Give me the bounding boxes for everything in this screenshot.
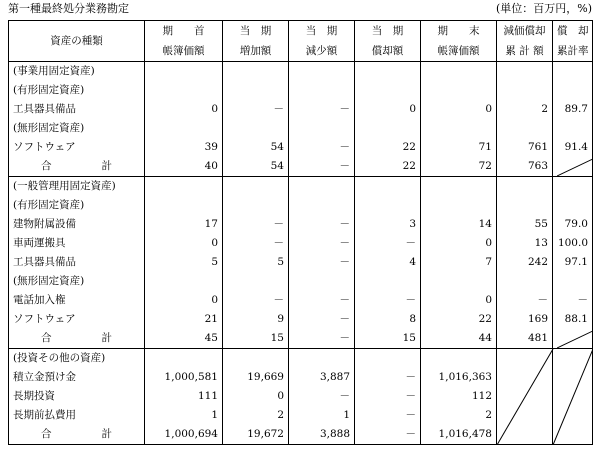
value-cell xyxy=(497,62,553,82)
value-cell: － xyxy=(355,387,421,406)
total-value-cell: 72 xyxy=(421,157,497,177)
value-cell: 8 xyxy=(355,310,421,329)
value-cell: 0 xyxy=(223,387,289,406)
column-header-line: 当 期 xyxy=(239,25,272,37)
asset-name-cell: 工具器具備品 xyxy=(9,253,145,272)
value-cell xyxy=(553,177,593,197)
table-row xyxy=(9,196,593,215)
value-cell: 1,016,363 xyxy=(421,368,497,387)
value-cell: 3,887 xyxy=(289,368,355,387)
total-value-cell xyxy=(553,329,593,349)
value-cell: － xyxy=(553,291,593,310)
value-cell: 89.7 xyxy=(553,100,593,119)
value-cell: － xyxy=(223,234,289,253)
value-cell: － xyxy=(289,387,355,406)
value-cell xyxy=(497,196,553,215)
value-cell: 761 xyxy=(497,138,553,157)
value-cell xyxy=(421,349,497,369)
table-row xyxy=(9,234,593,253)
table-row xyxy=(9,100,593,119)
diagonal-line xyxy=(557,329,593,348)
unit-note: (単位：百万円，%) xyxy=(495,2,592,15)
total-value-cell: 40 xyxy=(145,157,223,177)
value-cell xyxy=(289,81,355,100)
value-cell xyxy=(289,272,355,291)
column-header xyxy=(289,21,355,62)
column-header xyxy=(497,21,553,62)
value-cell: － xyxy=(289,138,355,157)
column-header xyxy=(553,21,593,62)
total-value-cell: 19,672 xyxy=(223,425,289,445)
value-cell xyxy=(355,177,421,197)
value-cell xyxy=(223,81,289,100)
asset-name-cell: 建物附属設備 xyxy=(9,215,145,234)
asset-name-cell: (事業用固定資産) xyxy=(9,62,145,82)
value-cell: － xyxy=(223,215,289,234)
value-cell xyxy=(145,177,223,197)
value-cell: 79.0 xyxy=(553,215,593,234)
value-cell xyxy=(145,349,223,369)
value-cell xyxy=(145,196,223,215)
column-header-line: 償 却 xyxy=(557,25,589,37)
value-cell: 5 xyxy=(145,253,223,272)
asset-name-cell: 長期前払費用 xyxy=(9,406,145,425)
value-cell xyxy=(355,349,421,369)
total-label-cell xyxy=(9,425,145,445)
value-cell: － xyxy=(289,234,355,253)
value-cell: 169 xyxy=(497,310,553,329)
value-cell: 100.0 xyxy=(553,234,593,253)
value-cell: 13 xyxy=(497,234,553,253)
value-cell: － xyxy=(223,100,289,119)
header-row xyxy=(9,21,593,62)
column-header xyxy=(145,21,223,62)
value-cell xyxy=(421,272,497,291)
value-cell: 0 xyxy=(145,100,223,119)
value-cell: － xyxy=(223,291,289,310)
total-value-cell: 763 xyxy=(497,157,553,177)
total-value-cell: 15 xyxy=(223,329,289,349)
value-cell xyxy=(497,177,553,197)
value-cell: 3 xyxy=(355,215,421,234)
total-label-right: 計 xyxy=(101,428,112,440)
total-value-cell: 44 xyxy=(421,329,497,349)
total-label-right: 計 xyxy=(101,332,112,344)
diagonal-strike xyxy=(557,157,593,176)
asset-name-cell: 長期投資 xyxy=(9,387,145,406)
value-cell xyxy=(497,119,553,138)
value-cell xyxy=(145,119,223,138)
value-cell: 7 xyxy=(421,253,497,272)
asset-name-cell: (有形固定資産) xyxy=(9,196,145,215)
value-cell xyxy=(223,62,289,82)
value-cell xyxy=(289,196,355,215)
value-cell xyxy=(223,119,289,138)
value-cell: 55 xyxy=(497,215,553,234)
value-cell: 112 xyxy=(421,387,497,406)
value-cell: 111 xyxy=(145,387,223,406)
table-row xyxy=(9,291,593,310)
diagonal-line xyxy=(557,157,593,176)
value-cell xyxy=(223,272,289,291)
value-cell xyxy=(497,81,553,100)
value-cell xyxy=(145,81,223,100)
column-header-line: 当 期 xyxy=(371,25,404,37)
value-cell xyxy=(289,349,355,369)
total-label-left: 合 xyxy=(41,160,52,172)
asset-name-cell: 車両運搬具 xyxy=(9,234,145,253)
table-caption xyxy=(8,0,592,18)
value-cell: 2 xyxy=(223,406,289,425)
value-cell xyxy=(553,81,593,100)
value-cell: － xyxy=(289,291,355,310)
column-header-line: 期 末 xyxy=(437,25,480,37)
value-cell: 2 xyxy=(421,406,497,425)
column-header-line: 期 首 xyxy=(162,25,205,37)
value-cell xyxy=(553,62,593,82)
value-cell: － xyxy=(355,291,421,310)
asset-name-cell: (有形固定資産) xyxy=(9,81,145,100)
value-cell: 1 xyxy=(145,406,223,425)
column-header-line: 減少額 xyxy=(305,45,338,57)
value-cell: 2 xyxy=(497,100,553,119)
column-header-line: 増加額 xyxy=(239,45,272,57)
value-cell: 0 xyxy=(145,234,223,253)
total-value-cell: 481 xyxy=(497,329,553,349)
value-cell xyxy=(355,119,421,138)
value-cell xyxy=(421,119,497,138)
value-cell xyxy=(355,196,421,215)
column-header-line: 償却額 xyxy=(371,45,404,57)
value-cell: 97.1 xyxy=(553,253,593,272)
value-cell: 0 xyxy=(421,100,497,119)
value-cell: 88.1 xyxy=(553,310,593,329)
total-label-cell xyxy=(9,157,145,177)
column-header xyxy=(9,21,145,62)
value-cell xyxy=(145,62,223,82)
value-cell: 1,000,581 xyxy=(145,368,223,387)
value-cell xyxy=(289,177,355,197)
table-row xyxy=(9,81,593,100)
total-value-cell: 1,000,694 xyxy=(145,425,223,445)
value-cell xyxy=(421,62,497,82)
value-cell: － xyxy=(289,100,355,119)
value-cell: 0 xyxy=(355,100,421,119)
value-cell xyxy=(421,177,497,197)
value-cell: 54 xyxy=(223,138,289,157)
value-cell: 91.4 xyxy=(553,138,593,157)
diagonal-strike xyxy=(557,329,593,348)
value-cell xyxy=(497,272,553,291)
column-header-line: 累計率 xyxy=(557,45,589,57)
asset-name-cell: (無形固定資産) xyxy=(9,272,145,291)
value-cell: 5 xyxy=(223,253,289,272)
value-cell: 71 xyxy=(421,138,497,157)
value-cell: － xyxy=(289,310,355,329)
asset-name-cell: ソフトウェア xyxy=(9,138,145,157)
value-cell xyxy=(223,177,289,197)
value-cell: － xyxy=(355,406,421,425)
column-header-label: 資産の種類 xyxy=(50,35,103,47)
asset-name-cell: 電話加入権 xyxy=(9,291,145,310)
total-value-cell: 3,888 xyxy=(289,425,355,445)
total-row xyxy=(9,329,593,349)
total-value-cell: － xyxy=(289,329,355,349)
column-header-line: 累 計 額 xyxy=(505,45,544,57)
strike-overlay xyxy=(497,349,593,445)
table-row xyxy=(9,62,593,82)
total-value-cell: 22 xyxy=(355,157,421,177)
asset-name-cell: (無形固定資産) xyxy=(9,119,145,138)
table-title: 第一種最終処分業務勘定 xyxy=(8,2,129,15)
table-row xyxy=(9,253,593,272)
total-value-cell: － xyxy=(355,425,421,445)
total-value-cell: 54 xyxy=(223,157,289,177)
total-row xyxy=(9,157,593,177)
asset-name-cell: ソフトウェア xyxy=(9,310,145,329)
table-row xyxy=(9,310,593,329)
value-cell xyxy=(289,119,355,138)
column-header-line: 帳簿価額 xyxy=(162,45,205,57)
value-cell xyxy=(553,119,593,138)
total-value-cell xyxy=(553,157,593,177)
value-cell: 22 xyxy=(355,138,421,157)
value-cell xyxy=(355,272,421,291)
value-cell: 0 xyxy=(421,291,497,310)
table-row xyxy=(9,272,593,291)
value-cell: 1 xyxy=(289,406,355,425)
value-cell: 9 xyxy=(223,310,289,329)
total-label-cell xyxy=(9,329,145,349)
column-header xyxy=(421,21,497,62)
value-cell: － xyxy=(497,291,553,310)
diagonal-line xyxy=(497,349,553,445)
total-label-right: 計 xyxy=(101,160,112,172)
value-cell xyxy=(421,81,497,100)
table-row xyxy=(9,215,593,234)
value-cell xyxy=(289,62,355,82)
column-header-line: 当 期 xyxy=(305,25,338,37)
total-label-left: 合 xyxy=(41,332,52,344)
total-value-cell: 15 xyxy=(355,329,421,349)
value-cell xyxy=(553,272,593,291)
total-value-cell: 45 xyxy=(145,329,223,349)
value-cell: 22 xyxy=(421,310,497,329)
value-cell xyxy=(223,349,289,369)
value-cell: － xyxy=(289,215,355,234)
value-cell: － xyxy=(355,368,421,387)
value-cell: 19,669 xyxy=(223,368,289,387)
value-cell: 39 xyxy=(145,138,223,157)
total-value-cell: － xyxy=(289,157,355,177)
total-value-cell: 1,016,478 xyxy=(421,425,497,445)
value-cell: 21 xyxy=(145,310,223,329)
asset-name-cell: 積立金預け金 xyxy=(9,368,145,387)
value-cell xyxy=(553,196,593,215)
value-cell: 14 xyxy=(421,215,497,234)
value-cell xyxy=(145,272,223,291)
table-row xyxy=(9,119,593,138)
column-header xyxy=(355,21,421,62)
total-label-left: 合 xyxy=(41,428,52,440)
asset-name-cell: (一般管理用固定資産) xyxy=(9,177,145,197)
value-cell: － xyxy=(289,253,355,272)
asset-name-cell: (投資その他の資産) xyxy=(9,349,145,369)
value-cell: 0 xyxy=(145,291,223,310)
value-cell: 0 xyxy=(421,234,497,253)
value-cell xyxy=(355,62,421,82)
column-header-line: 減価償却 xyxy=(503,25,546,37)
value-cell xyxy=(223,196,289,215)
value-cell: 4 xyxy=(355,253,421,272)
value-cell: 242 xyxy=(497,253,553,272)
table-row xyxy=(9,177,593,197)
column-header xyxy=(223,21,289,62)
table-row xyxy=(9,138,593,157)
diagonal-line xyxy=(553,349,593,445)
column-header-line: 帳簿価額 xyxy=(437,45,480,57)
value-cell: 17 xyxy=(145,215,223,234)
value-cell xyxy=(355,81,421,100)
value-cell: － xyxy=(355,234,421,253)
value-cell xyxy=(421,196,497,215)
asset-name-cell: 工具器具備品 xyxy=(9,100,145,119)
